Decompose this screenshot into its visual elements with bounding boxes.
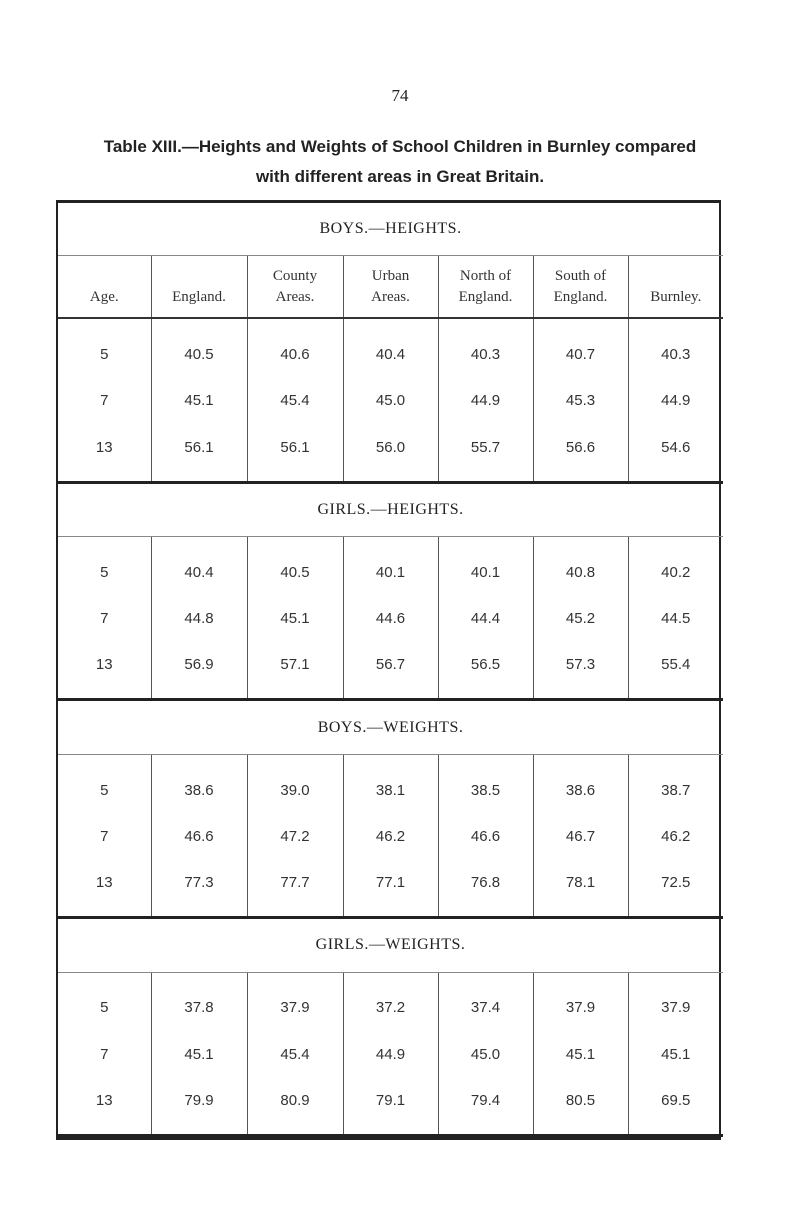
col-header-north-of-england-label-line-2: England. (458, 288, 513, 305)
value-cell: 37.9 (533, 972, 628, 1031)
table-row (58, 972, 723, 1031)
table-row (58, 754, 723, 813)
age-cell: 5 (100, 781, 109, 799)
value-cell: 40.8 (533, 536, 628, 595)
col-header-north-of-england-label-line-1: North of (459, 267, 512, 284)
value-cell: 45.1 (151, 1031, 247, 1077)
section-title: BOYS.—HEIGHTS. (58, 203, 723, 256)
value-cell: 44.5 (628, 596, 723, 642)
value-cell: 38.6 (533, 754, 628, 813)
col-header-south-of-england-label-line-2: England. (553, 288, 608, 305)
value-cell: 40.3 (438, 318, 533, 378)
col-header-england (151, 256, 247, 318)
col-header-south-of-england-label-line-1: South of (554, 267, 607, 284)
value-cell: 45.0 (343, 378, 438, 424)
caption-line-1: Table XIII.—Heights and Weights of School Children in Burnley compared (103, 137, 697, 156)
age-cell: 5 (100, 346, 109, 364)
data-table-container (56, 200, 721, 1140)
value-cell: 40.5 (151, 318, 247, 378)
col-header-south-of-england (533, 256, 628, 318)
table-row (58, 642, 723, 700)
value-cell: 37.9 (247, 972, 343, 1031)
section-title-row (58, 203, 723, 256)
value-cell: 80.9 (247, 1077, 343, 1135)
value-cell: 79.4 (438, 1077, 533, 1135)
value-cell: 40.4 (343, 318, 438, 378)
col-header-burnley (628, 256, 723, 318)
section-title: BOYS.—WEIGHTS. (58, 700, 723, 754)
value-cell: 69.5 (628, 1077, 723, 1135)
value-cell: 45.4 (247, 378, 343, 424)
age-cell: 13 (58, 1077, 151, 1135)
section-title-row (58, 918, 723, 972)
col-header-urban-areas (343, 256, 438, 318)
col-header-age-label: Age. (89, 288, 119, 305)
table-row (58, 813, 723, 859)
col-header-urban-areas-label-line-1: Urban (371, 267, 410, 284)
value-cell: 40.4 (151, 536, 247, 595)
value-cell: 46.6 (151, 813, 247, 859)
value-cell: 40.7 (533, 318, 628, 378)
table-row (58, 1077, 723, 1135)
section-title: GIRLS.—HEIGHTS. (58, 482, 723, 536)
table-row (58, 1031, 723, 1077)
value-cell: 79.9 (151, 1077, 247, 1135)
value-cell: 57.1 (247, 642, 343, 700)
value-cell: 77.1 (343, 859, 438, 917)
section-title-row (58, 482, 723, 536)
value-cell: 45.0 (438, 1031, 533, 1077)
table-caption (40, 132, 760, 192)
col-header-county-areas-label-line-1: County (272, 267, 318, 284)
value-cell: 40.2 (628, 536, 723, 595)
data-table (58, 203, 723, 1137)
age-cell: 5 (100, 563, 109, 581)
value-cell: 57.3 (533, 642, 628, 700)
value-cell: 44.9 (343, 1031, 438, 1077)
age-cell: 7 (100, 827, 109, 845)
value-cell: 79.1 (343, 1077, 438, 1135)
value-cell: 55.7 (438, 424, 533, 482)
value-cell: 39.0 (247, 754, 343, 813)
table-row (58, 536, 723, 595)
value-cell: 80.5 (533, 1077, 628, 1135)
table-row (58, 859, 723, 917)
value-cell: 45.2 (533, 596, 628, 642)
col-header-county-areas-label-line-2: Areas. (275, 288, 315, 305)
value-cell: 72.5 (628, 859, 723, 917)
value-cell: 40.3 (628, 318, 723, 378)
value-cell: 37.4 (438, 972, 533, 1031)
age-cell: 7 (100, 392, 109, 410)
col-header-england-label: England. (172, 288, 226, 305)
age-cell: 13 (58, 642, 151, 700)
value-cell: 44.8 (151, 596, 247, 642)
value-cell: 56.7 (343, 642, 438, 700)
col-header-age (58, 256, 151, 318)
value-cell: 46.6 (438, 813, 533, 859)
value-cell: 40.5 (247, 536, 343, 595)
col-header-urban-areas-label-line-2: Areas. (371, 288, 410, 305)
section-title: GIRLS.—WEIGHTS. (58, 918, 723, 972)
value-cell: 46.2 (628, 813, 723, 859)
value-cell: 45.3 (533, 378, 628, 424)
value-cell: 55.4 (628, 642, 723, 700)
value-cell: 47.2 (247, 813, 343, 859)
value-cell: 44.9 (438, 378, 533, 424)
value-cell: 54.6 (628, 424, 723, 482)
table-row (58, 378, 723, 424)
table-row (58, 596, 723, 642)
value-cell: 77.7 (247, 859, 343, 917)
column-header-row (58, 256, 723, 318)
value-cell: 56.6 (533, 424, 628, 482)
age-cell: 13 (58, 424, 151, 482)
value-cell: 38.1 (343, 754, 438, 813)
value-cell: 45.1 (247, 596, 343, 642)
col-header-county-areas (247, 256, 343, 318)
value-cell: 56.0 (343, 424, 438, 482)
page-number: 74 (391, 86, 409, 105)
table-row (58, 318, 723, 378)
col-header-north-of-england (438, 256, 533, 318)
value-cell: 38.5 (438, 754, 533, 813)
value-cell: 38.6 (151, 754, 247, 813)
value-cell: 56.5 (438, 642, 533, 700)
value-cell: 44.6 (343, 596, 438, 642)
value-cell: 56.9 (151, 642, 247, 700)
value-cell: 37.8 (151, 972, 247, 1031)
value-cell: 44.4 (438, 596, 533, 642)
age-cell: 13 (58, 859, 151, 917)
value-cell: 45.1 (628, 1031, 723, 1077)
value-cell: 76.8 (438, 859, 533, 917)
age-cell: 7 (100, 610, 109, 628)
value-cell: 44.9 (628, 378, 723, 424)
table-row (58, 424, 723, 482)
value-cell: 45.4 (247, 1031, 343, 1077)
caption-line-2: with different areas in Great Britain. (255, 167, 545, 186)
value-cell: 40.1 (438, 536, 533, 595)
value-cell: 56.1 (151, 424, 247, 482)
value-cell: 46.2 (343, 813, 438, 859)
value-cell: 77.3 (151, 859, 247, 917)
value-cell: 37.2 (343, 972, 438, 1031)
value-cell: 78.1 (533, 859, 628, 917)
value-cell: 46.7 (533, 813, 628, 859)
value-cell: 40.1 (343, 536, 438, 595)
value-cell: 56.1 (247, 424, 343, 482)
value-cell: 38.7 (628, 754, 723, 813)
age-cell: 7 (100, 1045, 109, 1063)
col-header-burnley-label: Burnley. (650, 288, 702, 305)
age-cell: 5 (100, 999, 109, 1017)
value-cell: 45.1 (151, 378, 247, 424)
value-cell: 40.6 (247, 318, 343, 378)
value-cell: 37.9 (628, 972, 723, 1031)
value-cell: 45.1 (533, 1031, 628, 1077)
section-title-row (58, 700, 723, 754)
